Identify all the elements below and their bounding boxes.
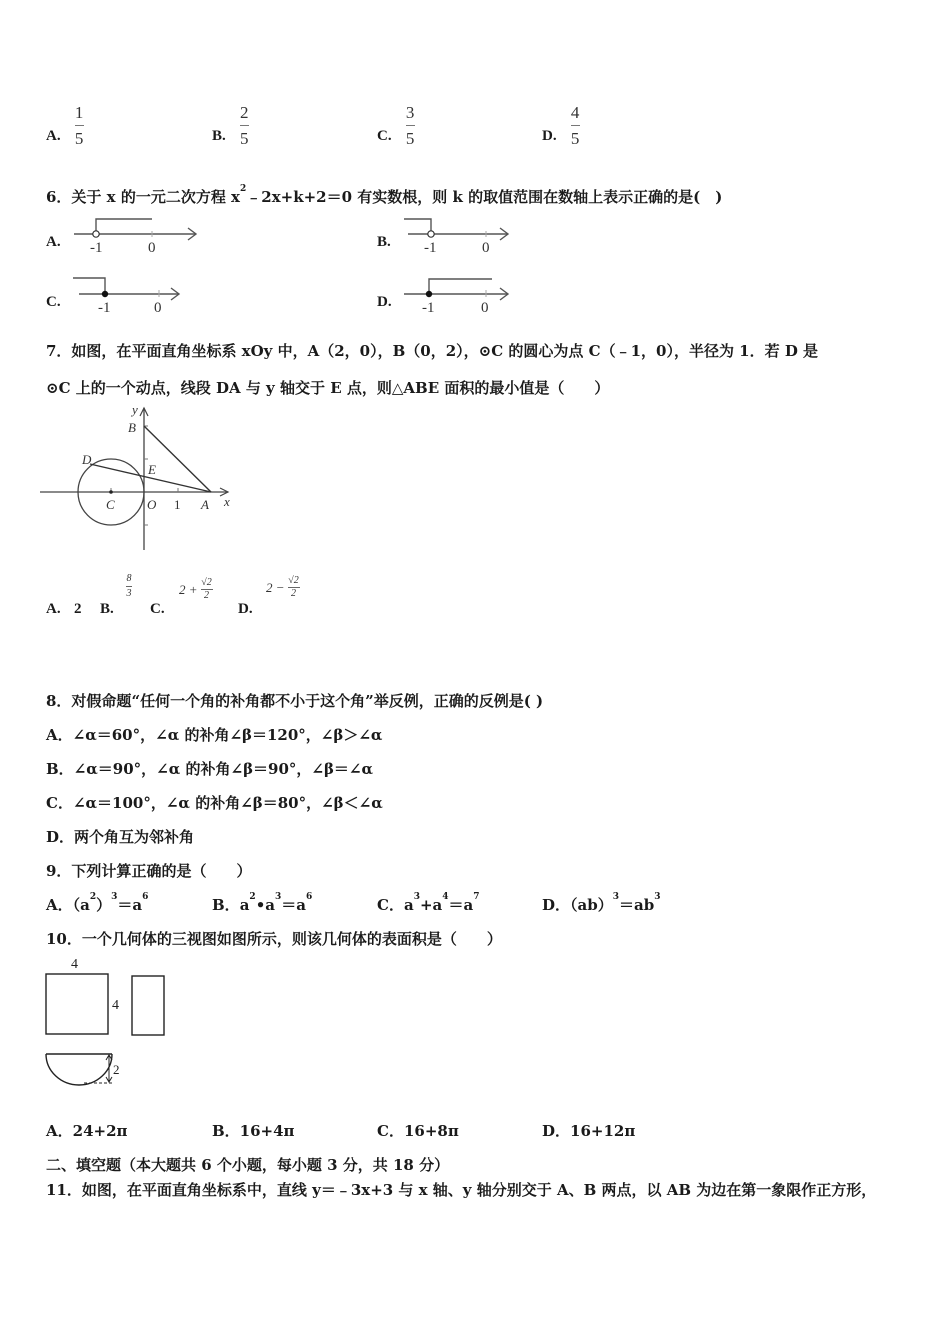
svg-text:D: D: [82, 452, 92, 467]
fraction: $\frac{4}{5}$: [570, 103, 580, 148]
svg-text:y: y: [132, 402, 138, 417]
q7-options: [46, 574, 346, 624]
svg-text:B: B: [128, 420, 136, 435]
svg-text:A: A: [201, 497, 209, 512]
q7-coordinate-figure: [40, 402, 240, 554]
option-label: C.: [377, 128, 392, 144]
q8-option-c: C．∠α＝100°，∠α 的补角∠β＝80°，∠β＜∠α: [46, 794, 383, 812]
q10-option-a: A．24+2π: [46, 1122, 128, 1140]
svg-text:0: 0: [482, 240, 490, 256]
svg-text:x: x: [224, 494, 230, 509]
svg-text:C: C: [106, 497, 115, 512]
option-label: B.: [212, 128, 226, 144]
q10-stem: 10．一个几何体的三视图如图所示，则该几何体的表面积是（ ）: [46, 930, 502, 948]
q6-stem: 6．关于 x 的一元二次方程 $x^2﹣2x+k+2=0$ 有实数根，则 k 的取值范围在数轴上表示正确的是( ): [46, 184, 723, 206]
option-label: B.: [377, 234, 391, 250]
q5-option-b: [212, 104, 249, 147]
q8-option-d: D．两个角互为邻补角: [46, 828, 195, 846]
q10-three-view-figure: [40, 952, 170, 1092]
q11-stem: 11．如图，在平面直角坐标系中，直线 y＝﹣3x+3 与 x 轴、y 轴分别交于 A、B 两点，以 AB 为边在第一象限作正方形，: [46, 1181, 877, 1199]
option-label: A.: [46, 234, 61, 250]
q5-option-d: [542, 104, 580, 147]
q9-stem: 9．下列计算正确的是（ ）: [46, 862, 252, 880]
svg-text:-1: -1: [424, 240, 437, 256]
fraction: $\frac{2}{5}$: [240, 103, 249, 148]
svg-text:4: 4: [112, 998, 119, 1013]
q10-option-b: B．16+4π: [212, 1122, 295, 1140]
fraction: $\frac{1}{5}$: [74, 103, 84, 148]
q7-stem-line1: 7．如图，在平面直角坐标系 xOy 中，A（2，0），B（0，2），⊙C 的圆心为点 C（﹣1，0），半径为 1．若 D 是: [46, 342, 819, 360]
number-line-a: [72, 214, 202, 256]
q8-option-a: A．∠α＝60°，∠α 的补角∠β＝120°，∠β＞∠α: [46, 726, 383, 744]
svg-text:2: 2: [113, 1062, 120, 1077]
svg-text:0: 0: [481, 300, 489, 316]
q9-option-c: C．$a^3+a^4=a^7$: [377, 892, 480, 914]
q5-option-a: [46, 104, 84, 147]
svg-text:0: 0: [148, 240, 156, 256]
option-a-label: A.: [46, 601, 61, 617]
option-c-label: C.: [150, 601, 165, 617]
fraction: $\frac{3}{5}$: [405, 103, 415, 148]
svg-text:4: 4: [71, 957, 78, 972]
number-line-c: [73, 274, 185, 316]
q10-option-c: C．16+8π: [377, 1122, 459, 1140]
option-label: D.: [542, 128, 557, 144]
q8-option-b: B．∠α＝90°，∠α 的补角∠β＝90°，∠β＝∠α: [46, 760, 374, 778]
q9-option-d: D．$(ab)^3=ab^3$: [542, 892, 661, 914]
svg-text:-1: -1: [422, 300, 435, 316]
option-c-value: 2 + $\frac{√2}{2}$: [179, 577, 212, 601]
q9-option-a: A．$(a^2)^3=a^6$: [46, 892, 149, 914]
option-d-label: D.: [238, 601, 253, 617]
section-2-title: 二、填空题（本大题共 6 个小题，每小题 3 分，共 18 分）: [46, 1156, 450, 1174]
q9-option-b: B．$a^2•a^3=a^6$: [212, 892, 313, 914]
q8-stem: 8．对假命题“任何一个角的补角都不小于这个角”举反例，正确的反例是( ): [46, 692, 544, 710]
option-label: A.: [46, 128, 61, 144]
svg-text:E: E: [148, 462, 156, 477]
number-line-d: [404, 274, 514, 316]
option-label: C.: [46, 294, 61, 310]
q10-option-d: D．16+12π: [542, 1122, 636, 1140]
option-b-label: B.: [100, 601, 114, 617]
svg-text:0: 0: [154, 300, 162, 316]
number-line-b: [404, 214, 514, 256]
svg-text:O: O: [147, 497, 157, 512]
q7-stem-line2: ⊙C 上的一个动点，线段 DA 与 y 轴交于 E 点，则△ABE 面积的最小值是（ ）: [46, 379, 610, 397]
q5-option-c: [377, 104, 415, 147]
svg-text:-1: -1: [98, 300, 111, 316]
option-d-value: 2 − $\frac{√2}{2}$: [266, 575, 299, 599]
option-a-value: 2: [74, 601, 82, 617]
option-b-fraction: 8 3: [126, 573, 132, 599]
option-label: D.: [377, 294, 392, 310]
svg-text:-1: -1: [90, 240, 103, 256]
svg-text:1: 1: [174, 497, 181, 512]
